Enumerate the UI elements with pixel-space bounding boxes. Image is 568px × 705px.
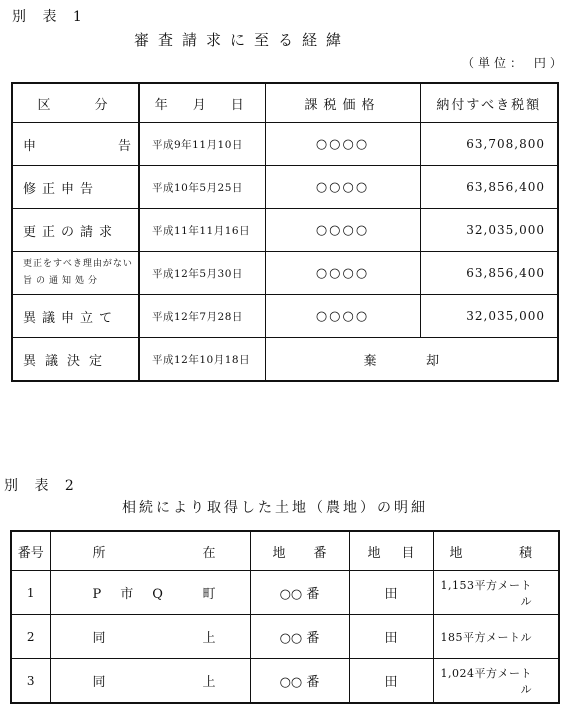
row-location [50, 615, 250, 659]
row-date: 平成12年5月30日 [139, 252, 265, 295]
row-price: ○○○○ [265, 295, 420, 338]
row-price: ○○○○ [265, 166, 420, 209]
header-area-b: 積 [518, 545, 532, 561]
header-chimoku [349, 531, 433, 571]
table1 [11, 82, 559, 382]
row-result [265, 338, 558, 382]
row-kubun: 更正の請求 [12, 209, 139, 252]
table-row [12, 166, 558, 209]
row-chimoku: 田 [349, 615, 433, 659]
row-chimoku: 田 [349, 659, 433, 704]
header-chiban-b: 番 [313, 545, 327, 561]
row-date: 平成12年7月28日 [139, 295, 265, 338]
header-date: 年 月 日 [139, 83, 265, 123]
table-row [12, 295, 558, 338]
row-tax: 32,035,000 [420, 295, 558, 338]
row-kubun-line2: 旨の通知処分 [23, 276, 102, 286]
row-kubun [12, 252, 139, 295]
row-tax: 63,856,400 [420, 252, 558, 295]
header-chiban [250, 531, 349, 571]
row-date: 平成11年11月16日 [139, 209, 265, 252]
row-price: ○○○○ [265, 252, 420, 295]
table2 [10, 530, 560, 704]
row-area: 1,024平方メートル [433, 659, 559, 704]
row-chiban: ○○ 番 [250, 615, 349, 659]
row-result-a: 棄 [363, 353, 377, 369]
header-kubun: 区 分 [12, 83, 139, 123]
row-no: 1 [11, 571, 50, 615]
table-row [11, 659, 559, 704]
table-row [12, 252, 558, 295]
row-kubun: 修正申告 [12, 166, 139, 209]
row-location [50, 659, 250, 704]
row-price: ○○○○ [265, 209, 420, 252]
header-area-a: 地 [449, 545, 463, 561]
header-price: 課税価格 [265, 83, 420, 123]
table-row [11, 615, 559, 659]
table1-title: 審査請求に至る経緯 [134, 31, 351, 49]
table-row [11, 571, 559, 615]
table-row [12, 338, 558, 382]
table1-header-row [12, 83, 558, 123]
row-kubun: 申 告 [12, 123, 139, 166]
row-location-b: 町 [202, 587, 216, 602]
row-chimoku: 田 [349, 571, 433, 615]
row-location-a: P 市 Q [92, 587, 166, 602]
row-location-a: 同 [92, 675, 106, 690]
row-kubun: 異議決定 [12, 338, 139, 382]
table2-title: 相続により取得した土地（農地）の明細 [122, 500, 428, 516]
row-result-b: 却 [425, 353, 439, 369]
row-chiban: ○○ 番 [250, 571, 349, 615]
row-kubun-line1: 更正をすべき理由がない [23, 259, 133, 269]
header-no: 番号 [11, 531, 50, 571]
row-area: 1,153平方メートル [433, 571, 559, 615]
header-chimoku-a: 地 [367, 545, 381, 561]
row-location [50, 571, 250, 615]
table1-label: 別 表 1 [12, 9, 88, 25]
row-date: 平成12年10月18日 [139, 338, 265, 382]
row-tax: 63,856,400 [420, 166, 558, 209]
header-chimoku-b: 目 [401, 545, 415, 561]
row-kubun: 異議申立て [12, 295, 139, 338]
row-date: 平成9年11月10日 [139, 123, 265, 166]
row-location-b: 上 [202, 631, 216, 646]
row-location-a: 同 [92, 631, 106, 646]
row-no: 2 [11, 615, 50, 659]
table-row [12, 209, 558, 252]
header-location [50, 531, 250, 571]
header-location-a: 所 [92, 545, 106, 561]
row-chiban: ○○ 番 [250, 659, 349, 704]
table2-label: 別 表 2 [4, 478, 80, 494]
table-row [12, 123, 558, 166]
table2-header-row [11, 531, 559, 571]
row-tax: 63,708,800 [420, 123, 558, 166]
row-tax: 32,035,000 [420, 209, 558, 252]
header-chiban-a: 地 [272, 545, 286, 561]
row-date: 平成10年5月25日 [139, 166, 265, 209]
row-location-b: 上 [202, 675, 216, 690]
table1-unit: （単位： 円） [462, 56, 566, 70]
header-area [433, 531, 559, 571]
header-tax: 納付すべき税額 [420, 83, 558, 123]
row-price: ○○○○ [265, 123, 420, 166]
header-location-b: 在 [202, 545, 216, 561]
row-area: 185平方メートル [433, 615, 559, 659]
row-no: 3 [11, 659, 50, 704]
